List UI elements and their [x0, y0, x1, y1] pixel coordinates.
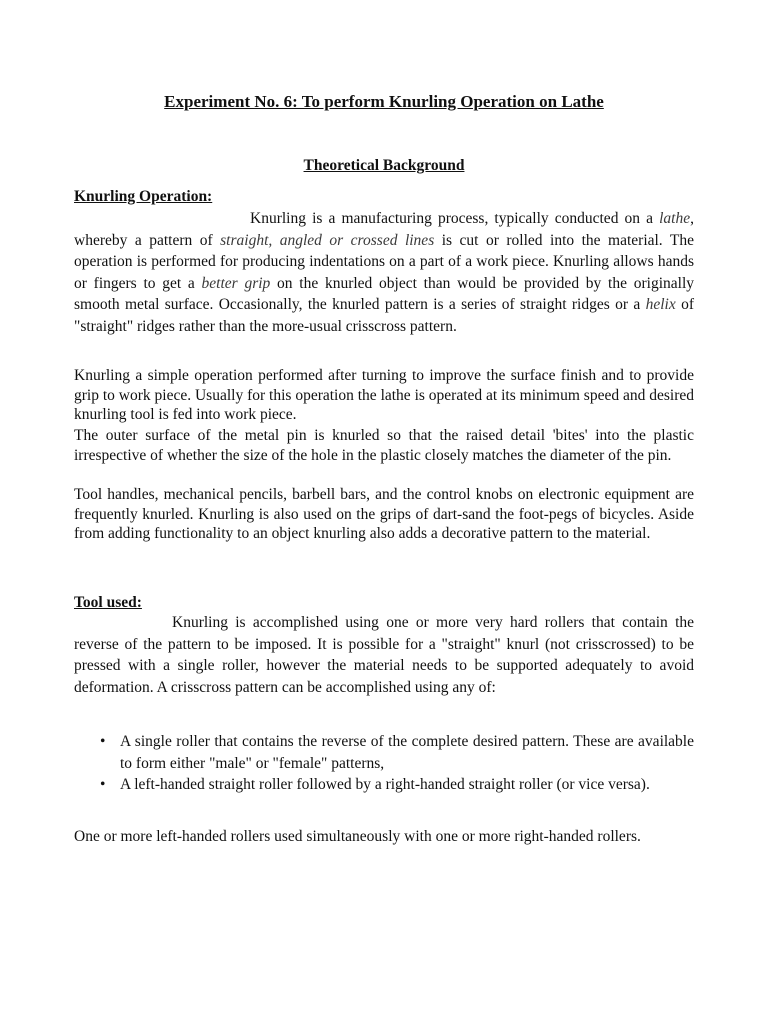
knurling-operation-heading: Knurling Operation:: [74, 188, 213, 205]
tool-used-heading: Tool used:: [74, 594, 142, 611]
knurling-paragraph-3: The outer surface of the metal pin is knurled so that the raised detail 'bites' into the plastic irrespective of whether the size of the hole in the plastic closely matches the diameter of the pin.: [74, 427, 694, 464]
bullet-icon: •: [100, 733, 106, 750]
section-subtitle: Theoretical Background: [303, 157, 465, 174]
knurling-paragraph-1: Knurling is a manufacturing process, typically conducted on a lathe, whereby a pattern of straight, angled or crossed lines is cut or rolled into the material. The operation is performed for producing indentations on a part of a work piece. Knurling allows hands or fingers to get a better grip on the knurled object than would be provided by the originally smooth metal surface. Occasionally, the knurled pattern is a series of straight ridges or a helix of "straight" ridges rather than the more-usual crisscross pattern.: [74, 210, 694, 335]
roller-options-list: [74, 731, 694, 796]
document-title: Experiment No. 6: To perform Knurling Operation on Lathe: [164, 92, 604, 111]
list-item: • A single roller that contains the reverse of the complete desired pattern. These are available to form either "male" or "female" patterns,: [100, 733, 694, 772]
knurling-paragraph-2: Knurling a simple operation performed after turning to improve the surface finish and to provide grip to work piece. Usually for this operation the lathe is operated at its minimum speed and desired knurling tool is fed into work piece.: [74, 367, 694, 423]
knurling-paragraph-4: Tool handles, mechanical pencils, barbell bars, and the control knobs on electronic equipment are frequently knurled. Knurling is also used on the grips of dart-sand the foot-pegs of bicycles. Aside from adding functionality to an object knurling also adds a decorative pattern to the material.: [74, 486, 694, 542]
tool-closing-paragraph: One or more left-handed rollers used simultaneously with one or more right-handed rollers.: [74, 828, 641, 845]
list-item: • A left-handed straight roller followed by a right-handed straight roller (or vice versa).: [74, 774, 694, 796]
bullet-icon: •: [100, 776, 106, 793]
tool-paragraph-1: Knurling is accomplished using one or more very hard rollers that contain the reverse of the pattern to be imposed. It is possible for a "straight" knurl (not crisscrossed) to be pressed with a single roller, however the material needs to be supported adequately to avoid deformation. A crisscross pattern can be accomplished using any of:: [74, 614, 694, 696]
